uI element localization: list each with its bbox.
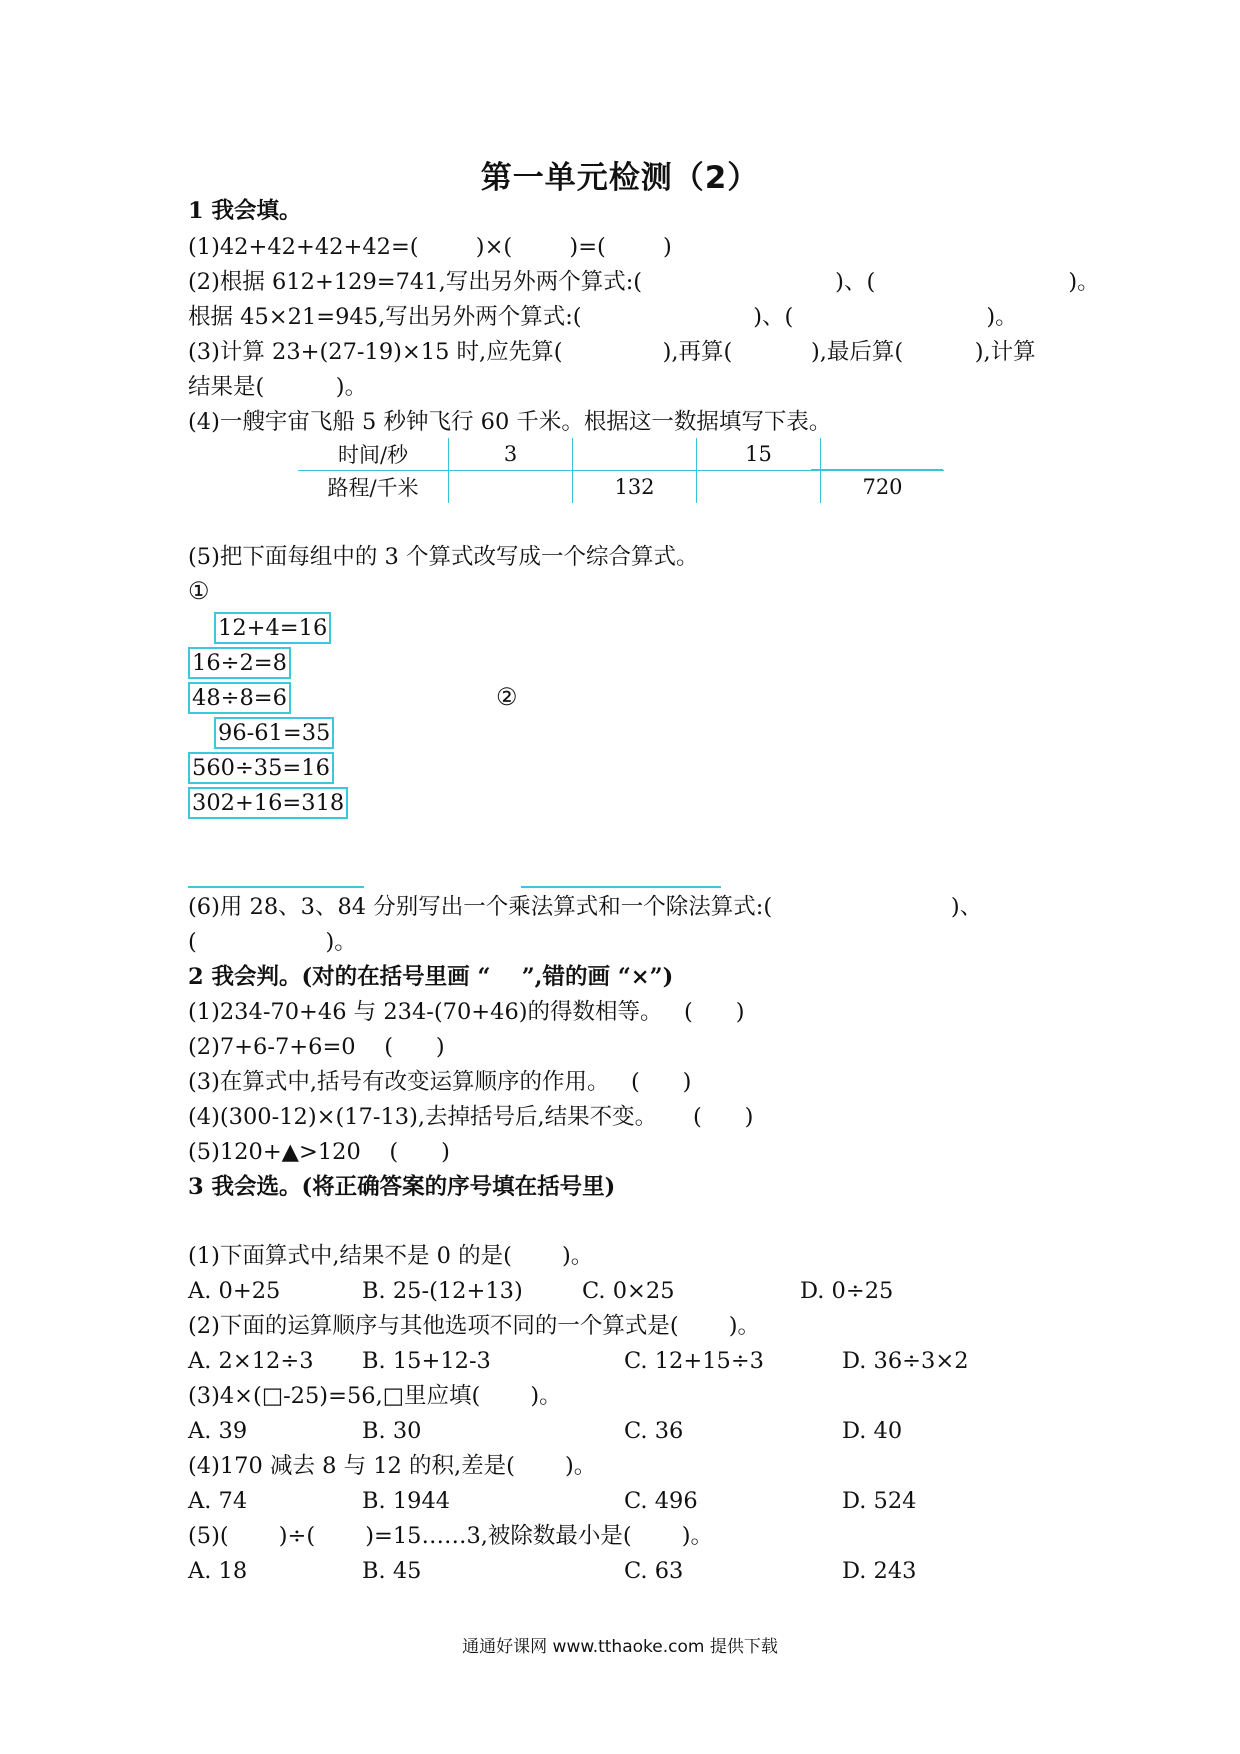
table-row	[298, 438, 944, 471]
choice-question: (3)4×(□-25)=56,□里应填( )。	[188, 1383, 562, 1409]
page-title: 第一单元检测（2）	[480, 160, 760, 196]
q1-1: (1)42+42+42+42=( )×( )=( )	[188, 234, 672, 260]
choice-option: A. 74	[188, 1488, 248, 1514]
table-cell	[573, 438, 697, 471]
judge-item: (4)(300-12)×(17-13),去掉括号后,结果不变。 ( )	[188, 1104, 754, 1130]
choice-option: B. 45	[362, 1558, 422, 1584]
table-row	[298, 471, 944, 504]
expression-box: 12+4=16	[214, 612, 331, 644]
choice-option: D. 36÷3×2	[842, 1348, 969, 1374]
table-cell: 720	[821, 471, 945, 504]
table-cell: 时间/秒	[298, 438, 449, 471]
table-cell: 15	[697, 438, 821, 471]
q1-2a: (2)根据 612+129=741,写出另外两个算式:( )、( )。	[188, 269, 1100, 295]
answer-line	[521, 886, 721, 888]
expression-box: 302+16=318	[188, 787, 348, 819]
choice-option: C. 496	[624, 1488, 698, 1514]
choice-option: C. 36	[624, 1418, 684, 1444]
table-cell	[697, 471, 821, 504]
answer-line	[188, 886, 364, 888]
group-marker-1: ①	[188, 577, 210, 605]
choice-option: C. 12+15÷3	[624, 1348, 764, 1374]
q1-4: (4)一艘宇宙飞船 5 秒钟飞行 60 千米。根据这一数据填写下表。	[188, 409, 832, 435]
choice-option: A. 2×12÷3	[188, 1348, 314, 1374]
q1-5: (5)把下面每组中的 3 个算式改写成一个综合算式。	[188, 544, 699, 570]
table-cell: 132	[573, 471, 697, 504]
q1-3a: (3)计算 23+(27-19)×15 时,应先算( ),再算( ),最后算( ),计算	[188, 339, 1036, 365]
section3-heading: 3 我会选。(将正确答案的序号填在括号里)	[188, 1174, 616, 1200]
expression-box: 560÷35=16	[188, 752, 334, 784]
q1-6b: ( )。	[188, 929, 357, 955]
section1-heading: 1 我会填。	[188, 198, 302, 224]
judge-item: (2)7+6-7+6=0 ( )	[188, 1034, 445, 1060]
choice-option: C. 63	[624, 1558, 684, 1584]
group-marker-2: ②	[496, 683, 518, 711]
q1-3b: 结果是( )。	[188, 374, 368, 400]
judge-item: (5)120+▲>120 ( )	[188, 1139, 450, 1165]
choice-option: D. 0÷25	[800, 1278, 894, 1304]
q1-2b: 根据 45×21=945,写出另外两个算式:( )、( )。	[188, 304, 1018, 330]
page-footer: 通通好课网 www.tthaoke.com 提供下载	[462, 1637, 778, 1657]
q1-6a: (6)用 28、3、84 分别写出一个乘法算式和一个除法算式:( )、	[188, 894, 983, 920]
choice-option: D. 40	[842, 1418, 903, 1444]
expression-box: 96-61=35	[214, 717, 334, 749]
choice-option: A. 0+25	[188, 1278, 281, 1304]
judge-item: (1)234-70+46 与 234-(70+46)的得数相等。 ( )	[188, 999, 745, 1025]
table-cell	[449, 471, 573, 504]
choice-question: (5)( )÷( )=15……3,被除数最小是( )。	[188, 1523, 714, 1549]
choice-question: (2)下面的运算顺序与其他选项不同的一个算式是( )。	[188, 1313, 760, 1339]
choice-question: (1)下面算式中,结果不是 0 的是( )。	[188, 1243, 594, 1269]
choice-option: D. 243	[842, 1558, 917, 1584]
choice-option: D. 524	[842, 1488, 917, 1514]
time-distance-table	[298, 438, 944, 503]
choice-option: B. 25-(12+13)	[362, 1278, 523, 1304]
choice-option: B. 30	[362, 1418, 422, 1444]
table-divider	[811, 469, 943, 470]
choice-question: (4)170 减去 8 与 12 的积,差是( )。	[188, 1453, 597, 1479]
table-cell: 路程/千米	[327, 476, 419, 500]
section2-heading: 2 我会判。(对的在括号里画 “ ”,错的画 “×”)	[188, 964, 674, 990]
table-cell: 3	[449, 438, 573, 471]
choice-option: A. 39	[188, 1418, 248, 1444]
expression-box: 16÷2=8	[188, 647, 291, 679]
choice-option: B. 1944	[362, 1488, 451, 1514]
choice-option: B. 15+12-3	[362, 1348, 491, 1374]
choice-option: A. 18	[188, 1558, 248, 1584]
expression-box: 48÷8=6	[188, 682, 291, 714]
table-cell	[821, 438, 945, 471]
choice-option: C. 0×25	[582, 1278, 675, 1304]
judge-item: (3)在算式中,括号有改变运算顺序的作用。 ( )	[188, 1069, 692, 1095]
